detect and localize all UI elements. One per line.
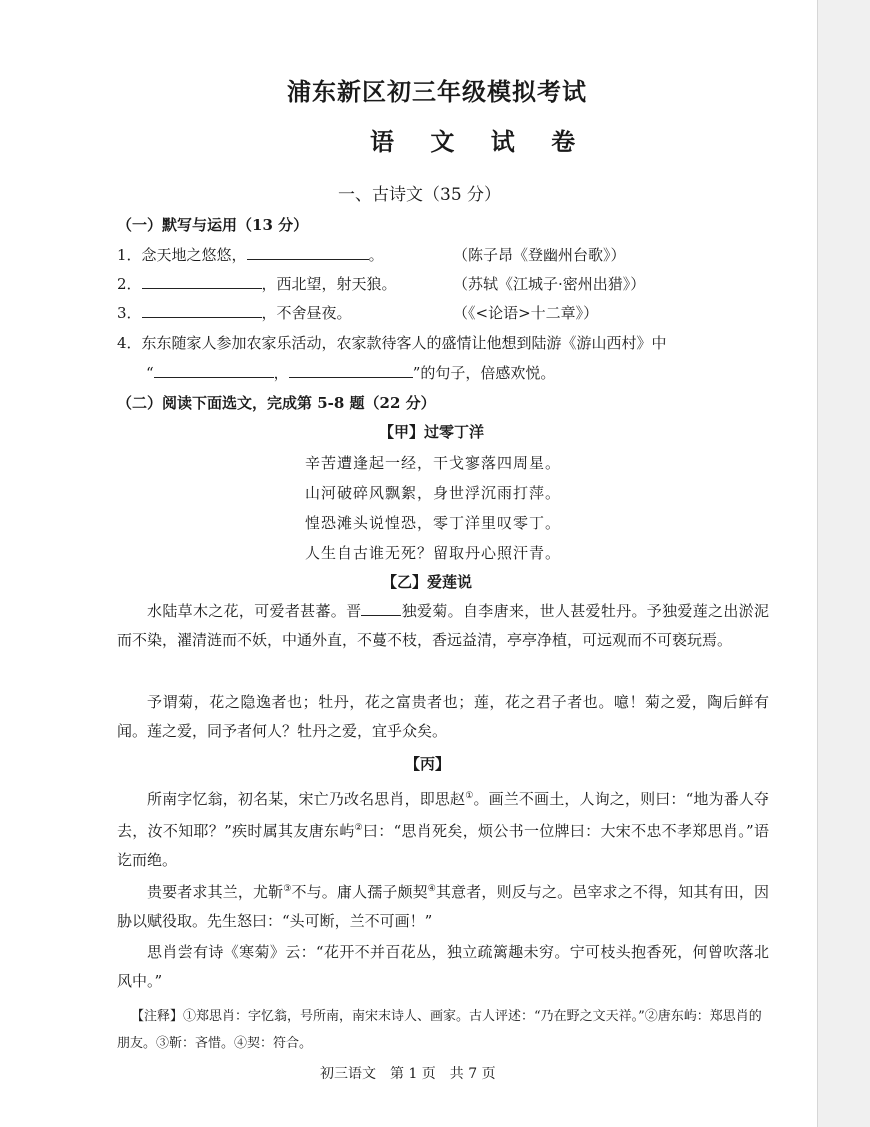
question-3-source: （《<论语>十二章》） xyxy=(453,304,599,322)
answer-blank[interactable] xyxy=(142,274,262,289)
question-text: 念天地之悠悠， xyxy=(141,246,247,264)
passage-yi-heading: 【乙】爱莲说 xyxy=(382,573,473,591)
paragraph-text: 不与。庸人孺子颇契 xyxy=(291,883,428,901)
paragraph-text: 所南字忆翁，初名某，宋亡乃改名思肖，即思赵 xyxy=(147,790,466,808)
answer-blank[interactable] xyxy=(289,363,413,378)
poem-line: 辛苦遭逢起一经，干戈寥落四周星。 xyxy=(305,454,562,472)
passage-yi-paragraph-2: 予谓菊，花之隐逸者也；牡丹，花之富贵者也；莲，花之君子者也。噫！菊之爱，陶后鲜有闻。莲之爱，同予者何人？牡丹之爱，宜乎众矣。 xyxy=(117,693,769,740)
paragraph-text: 其意者，则反与之。邑宰求之不得，知其有田，因胁以赋役取。先生怒曰：“头可断，兰不可画！” xyxy=(117,883,769,930)
poem-line: 人生自古谁无死？留取丹心照汗青。 xyxy=(305,544,562,562)
question-2 xyxy=(117,273,397,294)
passage-bing-paragraph-3: 思肖尝有诗《寒菊》云：“花开不并百花丛，独立疏篱趣未穷。宁可枝头抱香死，何曾吹落北风中。” xyxy=(117,943,769,990)
open-quote: “ xyxy=(146,364,154,382)
question-text: 。 xyxy=(368,246,384,264)
passage-bing-paragraph-2 xyxy=(117,875,769,936)
footnote-marker: ④ xyxy=(427,884,436,894)
question-text: ”的句子，倍感欢悦。 xyxy=(412,364,556,382)
question-text: ，西北望，射天狼。 xyxy=(261,275,397,293)
passage-bing-heading: 【丙】 xyxy=(405,755,451,773)
footnote-marker: ② xyxy=(354,823,363,833)
exam-title: 浦东新区初三年级模拟考试 xyxy=(287,77,587,106)
question-4: 4．东东随家人参加农家乐活动，农家款待客人的盛情让他想到陆游《游山西村》中 xyxy=(117,334,667,352)
paragraph-text: 水陆草木之花，可爱者甚蕃。晋 xyxy=(147,602,362,620)
footnote-marker: ③ xyxy=(283,884,292,894)
question-text: ，不舍昼夜。 xyxy=(261,304,352,322)
question-number: 1． xyxy=(117,246,142,264)
question-1 xyxy=(117,244,384,265)
question-text: ， xyxy=(273,364,289,382)
poem-line: 山河破碎风飘絮，身世浮沉雨打萍。 xyxy=(305,484,562,502)
poem-line: 惶恐滩头说惶恐，零丁洋里叹零丁。 xyxy=(305,514,562,532)
question-number: 3． xyxy=(117,304,142,322)
question-number: 2． xyxy=(117,275,142,293)
answer-blank[interactable] xyxy=(154,363,274,378)
passage-yi-paragraph-1 xyxy=(117,597,769,655)
answer-blank[interactable] xyxy=(361,601,401,616)
question-1-source: （陈子昂《登幽州台歌》） xyxy=(453,246,626,264)
paragraph-text: 贵要者求其兰，尤靳 xyxy=(147,883,284,901)
paragraph-text: 曰：“思肖死矣，烦公书一位牌曰：大宋不忠不孝郑思肖。”语讫而绝。 xyxy=(117,822,769,869)
question-3 xyxy=(117,302,352,323)
part1-heading: （一）默写与运用（13 分） xyxy=(117,216,309,234)
footnote-marker: ① xyxy=(465,791,474,801)
section-heading: 一、古诗文（35 分） xyxy=(338,185,502,205)
paragraph-text: 。画兰不画土，人询之，则曰：“地为番人夺去，汝不知耶？”疾时属其友唐东屿 xyxy=(117,790,769,840)
passage-jia-heading: 【甲】过零丁洋 xyxy=(379,423,485,441)
part2-heading: （二）阅读下面选文，完成第 5-8 题（22 分） xyxy=(117,394,436,412)
page-footer: 初三语文 第 1 页 共 7 页 xyxy=(320,1066,496,1082)
exam-subtitle: 语 文 试 卷 xyxy=(370,127,590,156)
page-right-margin xyxy=(817,0,870,1127)
annotation-note: 【注释】①郑思肖：字忆翁，号所南，南宋末诗人、画家。古人评述：“乃在野之文天祥。”②唐东屿：郑思肖的朋友。③靳：吝惜。④契：符合。 xyxy=(117,1009,762,1051)
question-2-source: （苏轼《江城子·密州出猎》） xyxy=(453,275,646,293)
paragraph-text: 独爱菊。自李唐来，世人甚爱牡丹。予独爱莲之出淤泥而不染，濯清涟而不妖，中通外直，不蔓不枝，香远益清，亭亭净植，可远观而不可亵玩焉。 xyxy=(117,602,769,649)
question-4-line2 xyxy=(146,362,555,383)
passage-bing-paragraph-1 xyxy=(117,782,769,875)
answer-blank[interactable] xyxy=(247,245,369,260)
answer-blank[interactable] xyxy=(142,303,262,318)
